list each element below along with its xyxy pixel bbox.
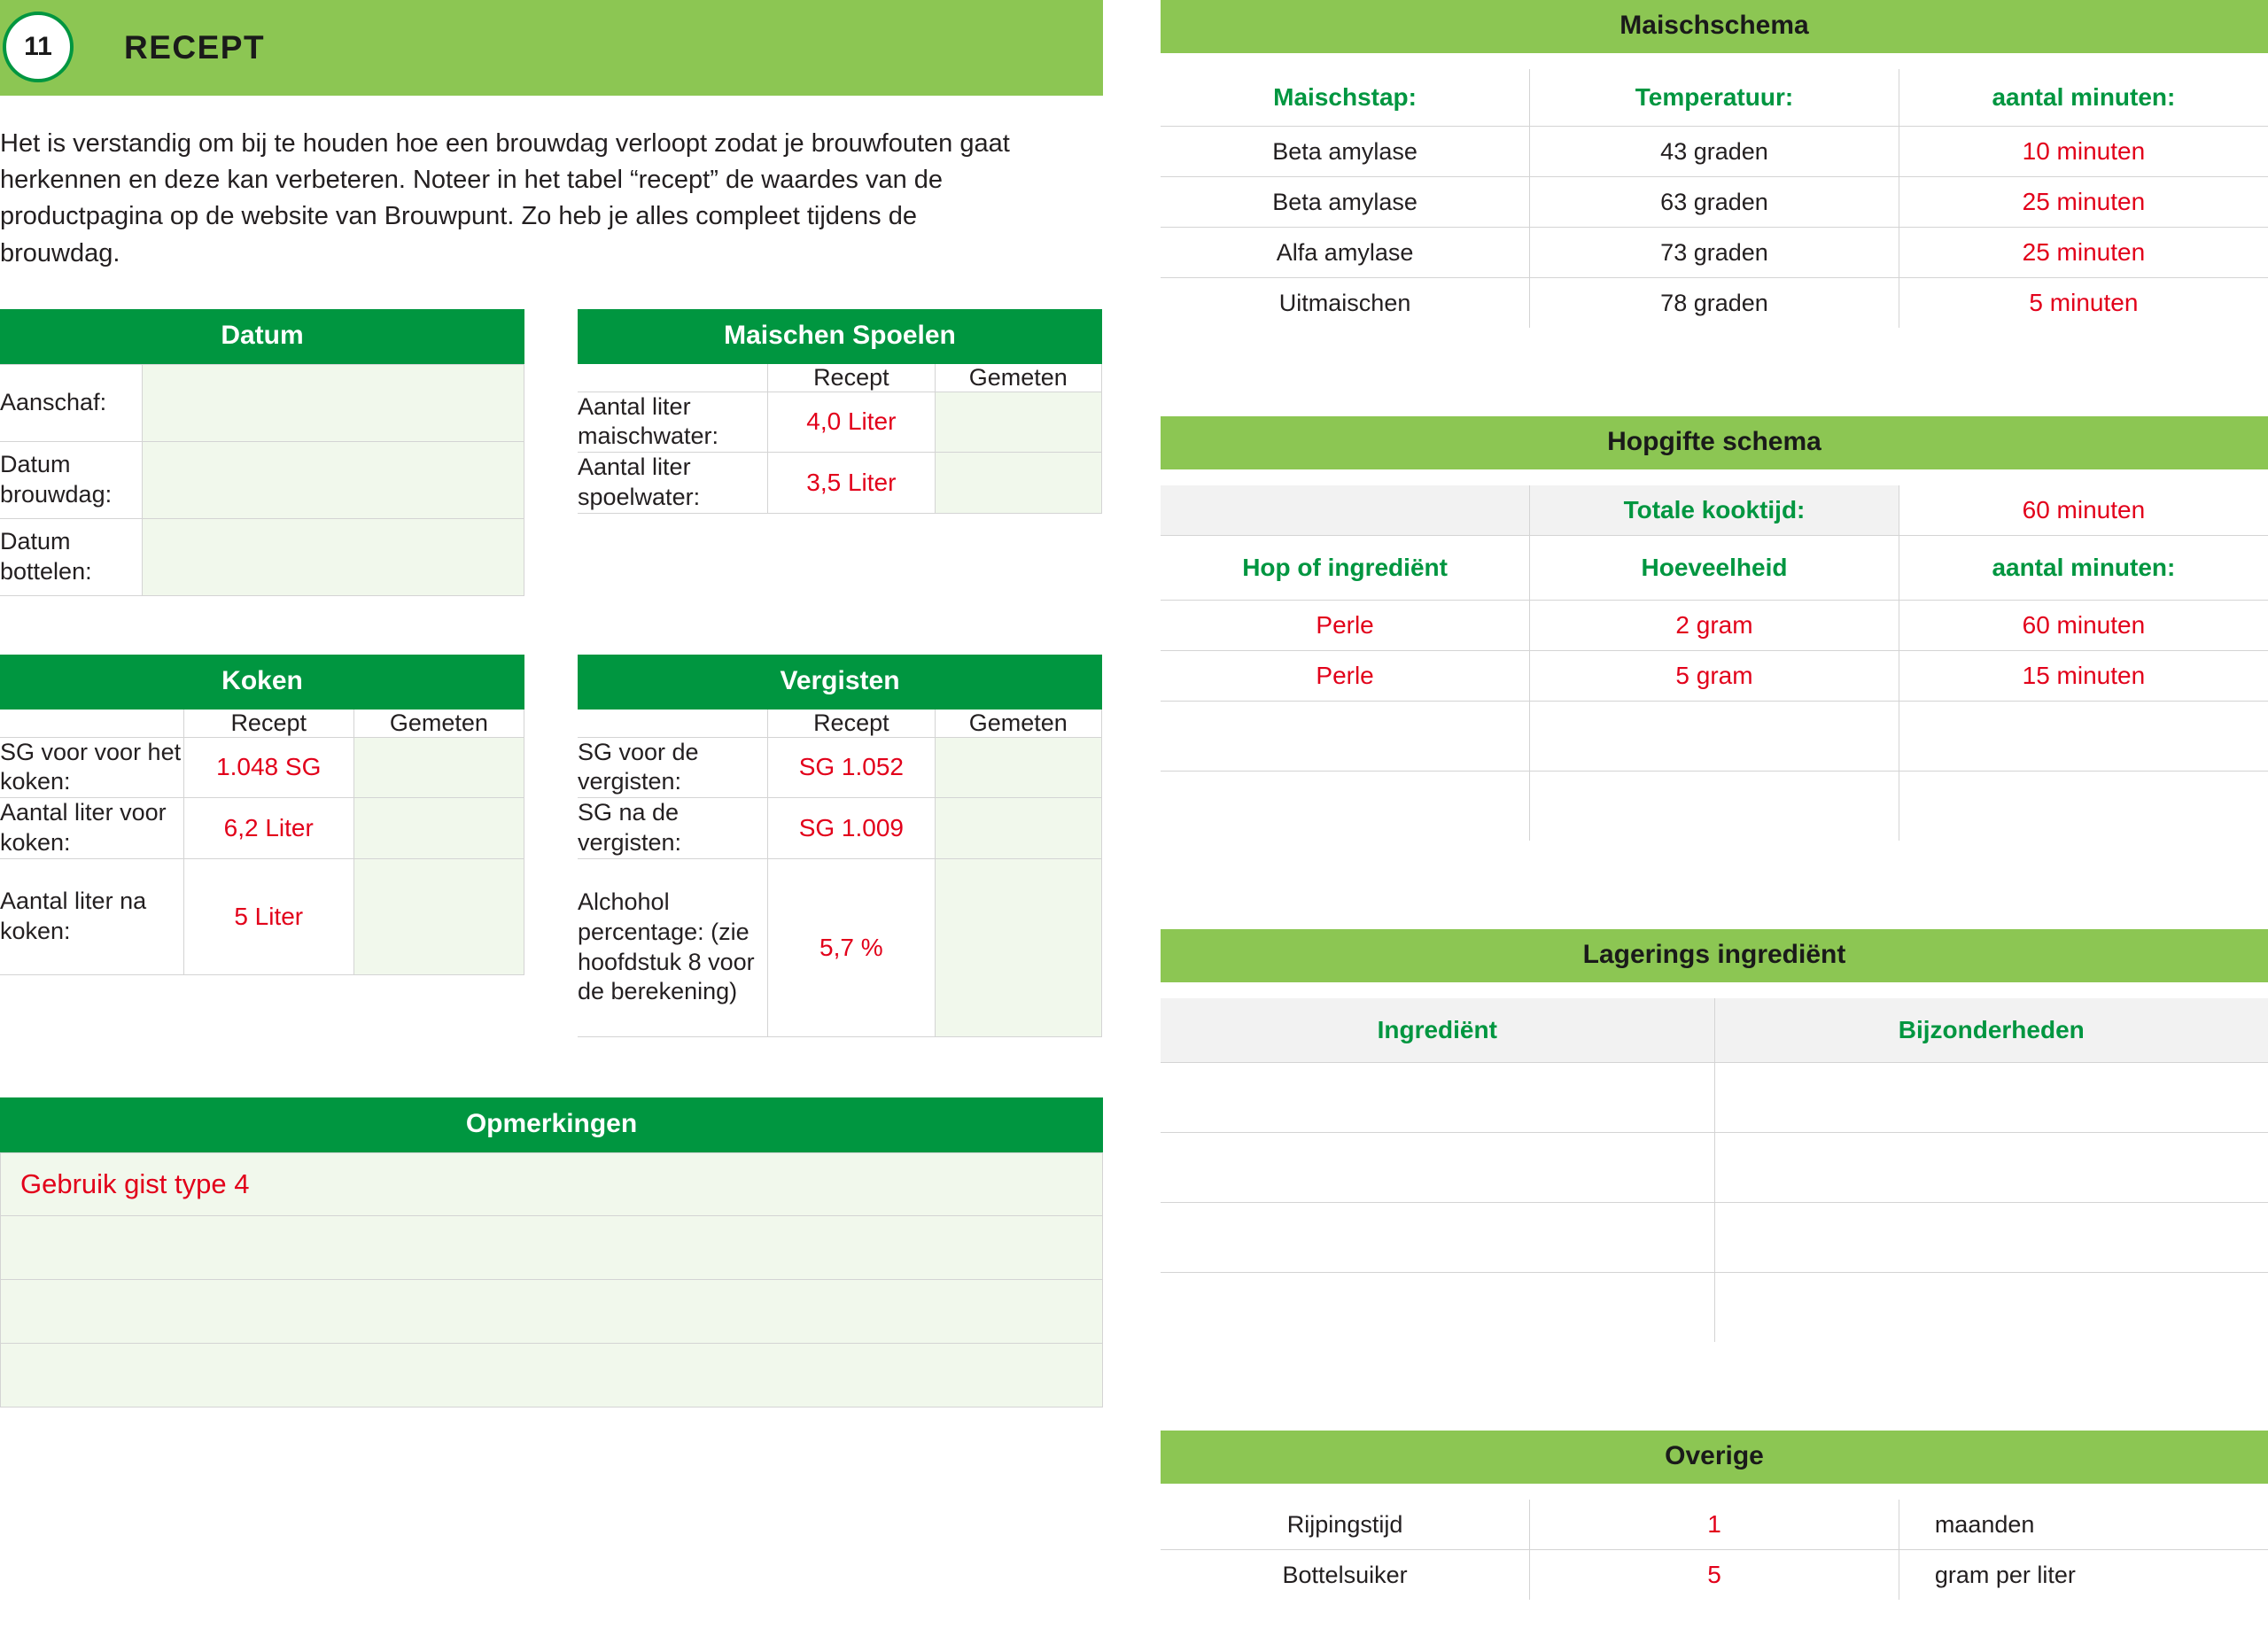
verg-gemeten-sg-na[interactable] bbox=[935, 798, 1101, 859]
overige-block bbox=[1161, 1431, 2268, 1600]
table-row bbox=[1161, 702, 2268, 772]
lag-bijzonderheden-3[interactable] bbox=[1714, 1203, 2268, 1273]
table-row bbox=[1161, 601, 2268, 651]
table-header-row bbox=[1161, 998, 2268, 1063]
table-row bbox=[1161, 1550, 2268, 1601]
table-row bbox=[1161, 1133, 2268, 1203]
intro-text: Het is verstandig om bij te houden hoe een brouwdag verloopt zodat je brouwfouten gaat herkennen en deze kan verbeteren. Noteer in het tabel “recept” de waardes van de productpagina op de website van Brouwpunt. Zo heb je alles compleet tijdens de brouwdag. bbox=[0, 129, 1010, 268]
hop-hoeveelheid-3[interactable] bbox=[1530, 702, 1899, 772]
table-row bbox=[1161, 1063, 2268, 1133]
table-row bbox=[1161, 278, 2268, 329]
hop-kooktijd-label: Totale kooktijd: bbox=[1530, 485, 1899, 536]
hop-ingredient-4[interactable] bbox=[1161, 772, 1530, 841]
koken-vergisten-row bbox=[0, 655, 1103, 1037]
hopgifte-table bbox=[1161, 485, 2268, 841]
page-title: RECEPT bbox=[124, 29, 266, 66]
koken-label-sg-voor: SG voor voor het koken: bbox=[0, 737, 183, 798]
table-row bbox=[578, 392, 1102, 453]
table-row bbox=[1161, 1500, 2268, 1550]
hop-minuten-4[interactable] bbox=[1899, 772, 2268, 841]
hop-col-hoeveelheid: Hoeveelheid bbox=[1530, 536, 1899, 601]
maischschema-table bbox=[1161, 69, 2268, 328]
koken-block bbox=[0, 655, 524, 1037]
koken-gemeten-sg-voor[interactable] bbox=[353, 737, 524, 798]
hop-hoeveelheid-4[interactable] bbox=[1530, 772, 1899, 841]
msp-recept-maischwater: 4,0 Liter bbox=[768, 392, 935, 453]
hop-col-ingredient: Hop of ingrediënt bbox=[1161, 536, 1530, 601]
datum-maischen-row bbox=[0, 309, 1103, 596]
datum-label-bottelen: Datum bottelen: bbox=[0, 518, 143, 595]
overige-label-rijpingstijd: Rijpingstijd bbox=[1161, 1500, 1530, 1550]
lag-ingredient-1[interactable] bbox=[1161, 1063, 1714, 1133]
msch-min-1: 10 minuten bbox=[1899, 127, 2268, 177]
table-row bbox=[0, 518, 524, 595]
table-row bbox=[1161, 1273, 2268, 1343]
overige-label-bottelsuiker: Bottelsuiker bbox=[1161, 1550, 1530, 1601]
koken-col-recept: Recept bbox=[183, 710, 353, 738]
verg-recept-alcohol: 5,7 % bbox=[768, 858, 935, 1036]
table-row bbox=[0, 441, 524, 518]
msp-col-gemeten: Gemeten bbox=[935, 364, 1101, 392]
verg-col-gemeten: Gemeten bbox=[935, 710, 1101, 738]
hopgifte-block bbox=[1161, 416, 2268, 841]
table-row bbox=[1161, 177, 2268, 228]
table-row bbox=[0, 364, 524, 441]
verg-label-alcohol: Alchohol percentage: (zie hoofdstuk 8 voor de berekening) bbox=[578, 858, 768, 1036]
koken-col-blank bbox=[0, 710, 183, 738]
verg-col-recept: Recept bbox=[768, 710, 935, 738]
table-row bbox=[1161, 228, 2268, 278]
verg-recept-sg-voor: SG 1.052 bbox=[768, 737, 935, 798]
overige-table bbox=[1161, 1500, 2268, 1600]
msp-recept-spoelwater: 3,5 Liter bbox=[768, 453, 935, 514]
maischen-spoelen-table bbox=[578, 364, 1102, 514]
vergisten-table bbox=[578, 710, 1102, 1037]
lagerings-title: Lagerings ingrediënt bbox=[1161, 929, 2268, 982]
table-row bbox=[578, 858, 1102, 1036]
table-row bbox=[0, 858, 524, 974]
maischschema-block bbox=[1161, 0, 2268, 328]
table-row bbox=[578, 453, 1102, 514]
msch-col-stap: Maischstap: bbox=[1161, 69, 1530, 127]
opmerkingen-title: Opmerkingen bbox=[0, 1097, 1103, 1152]
vergisten-block bbox=[578, 655, 1102, 1037]
left-column bbox=[0, 0, 1103, 1407]
maischen-spoelen-title: Maischen Spoelen bbox=[578, 309, 1102, 364]
hop-ingredient-1[interactable]: Perle bbox=[1161, 601, 1530, 651]
koken-col-gemeten: Gemeten bbox=[353, 710, 524, 738]
koken-label-liter-na: Aantal liter na koken: bbox=[0, 858, 183, 974]
koken-recept-liter-na: 5 Liter bbox=[183, 858, 353, 974]
verg-gemeten-sg-voor[interactable] bbox=[935, 737, 1101, 798]
msch-col-temp: Temperatuur: bbox=[1530, 69, 1899, 127]
msch-temp-4: 78 graden bbox=[1530, 278, 1899, 329]
table-row bbox=[1161, 127, 2268, 177]
table-row bbox=[0, 798, 524, 859]
maischschema-title: Maischschema bbox=[1161, 0, 2268, 53]
msp-label-maischwater: Aantal liter maischwater: bbox=[578, 392, 768, 453]
msch-min-2: 25 minuten bbox=[1899, 177, 2268, 228]
overige-unit-rijpingstijd: maanden bbox=[1899, 1500, 2268, 1550]
table-row bbox=[1161, 1203, 2268, 1273]
table-row bbox=[1161, 485, 2268, 536]
hop-minuten-2[interactable]: 15 minuten bbox=[1899, 651, 2268, 702]
table-header-row bbox=[578, 364, 1102, 392]
opmerkingen-line-3[interactable] bbox=[0, 1280, 1103, 1344]
hop-col-minuten: aantal minuten: bbox=[1899, 536, 2268, 601]
msp-gemeten-spoelwater[interactable] bbox=[935, 453, 1101, 514]
verg-label-sg-voor: SG voor de vergisten: bbox=[578, 737, 768, 798]
datum-input-brouwdag[interactable] bbox=[143, 441, 524, 518]
msch-col-min: aantal minuten: bbox=[1899, 69, 2268, 127]
lag-col-bijzonderheden: Bijzonderheden bbox=[1714, 998, 2268, 1063]
lag-bijzonderheden-1[interactable] bbox=[1714, 1063, 2268, 1133]
msch-stap-2: Beta amylase bbox=[1161, 177, 1530, 228]
vergisten-title: Vergisten bbox=[578, 655, 1102, 710]
koken-gemeten-liter-na[interactable] bbox=[353, 858, 524, 974]
msch-stap-3: Alfa amylase bbox=[1161, 228, 1530, 278]
table-header-row bbox=[0, 710, 524, 738]
table-header-row bbox=[578, 710, 1102, 738]
hop-kooktijd-value: 60 minuten bbox=[1899, 485, 2268, 536]
verg-label-sg-na: SG na de vergisten: bbox=[578, 798, 768, 859]
table-row bbox=[578, 737, 1102, 798]
maischen-spoelen-block bbox=[578, 309, 1102, 596]
opmerkingen-line-2[interactable] bbox=[0, 1216, 1103, 1280]
koken-title: Koken bbox=[0, 655, 524, 710]
datum-table bbox=[0, 364, 524, 596]
datum-title: Datum bbox=[0, 309, 524, 364]
lagerings-table bbox=[1161, 998, 2268, 1342]
hop-hoeveelheid-2[interactable]: 5 gram bbox=[1530, 651, 1899, 702]
lagerings-block bbox=[1161, 929, 2268, 1342]
overige-unit-bottelsuiker: gram per liter bbox=[1899, 1550, 2268, 1601]
table-header-row bbox=[1161, 69, 2268, 127]
datum-label-brouwdag: Datum brouwdag: bbox=[0, 441, 143, 518]
verg-recept-sg-na: SG 1.009 bbox=[768, 798, 935, 859]
hop-minuten-3[interactable] bbox=[1899, 702, 2268, 772]
datum-input-aanschaf[interactable] bbox=[143, 364, 524, 441]
msch-temp-2: 63 graden bbox=[1530, 177, 1899, 228]
msch-temp-1: 43 graden bbox=[1530, 127, 1899, 177]
msp-label-spoelwater: Aantal liter spoelwater: bbox=[578, 453, 768, 514]
koken-recept-liter-voor: 6,2 Liter bbox=[183, 798, 353, 859]
msp-col-blank bbox=[578, 364, 768, 392]
overige-title: Overige bbox=[1161, 1431, 2268, 1484]
hop-ingredient-2[interactable]: Perle bbox=[1161, 651, 1530, 702]
table-row bbox=[0, 737, 524, 798]
msp-col-recept: Recept bbox=[768, 364, 935, 392]
chapter-header bbox=[0, 0, 1103, 96]
msch-min-3: 25 minuten bbox=[1899, 228, 2268, 278]
msch-stap-4: Uitmaischen bbox=[1161, 278, 1530, 329]
table-row bbox=[1161, 651, 2268, 702]
lag-ingredient-4[interactable] bbox=[1161, 1273, 1714, 1343]
lag-ingredient-2[interactable] bbox=[1161, 1133, 1714, 1203]
verg-col-blank bbox=[578, 710, 768, 738]
hop-kooktijd-blank bbox=[1161, 485, 1530, 536]
msch-temp-3: 73 graden bbox=[1530, 228, 1899, 278]
lag-bijzonderheden-4[interactable] bbox=[1714, 1273, 2268, 1343]
lag-ingredient-3[interactable] bbox=[1161, 1203, 1714, 1273]
datum-block bbox=[0, 309, 524, 596]
datum-label-aanschaf: Aanschaf: bbox=[0, 364, 143, 441]
verg-gemeten-alcohol[interactable] bbox=[935, 858, 1101, 1036]
hop-ingredient-3[interactable] bbox=[1161, 702, 1530, 772]
koken-label-liter-voor: Aantal liter voor koken: bbox=[0, 798, 183, 859]
hop-minuten-1[interactable]: 60 minuten bbox=[1899, 601, 2268, 651]
table-row bbox=[578, 798, 1102, 859]
koken-recept-sg-voor: 1.048 SG bbox=[183, 737, 353, 798]
hop-hoeveelheid-1[interactable]: 2 gram bbox=[1530, 601, 1899, 651]
table-header-row bbox=[1161, 536, 2268, 601]
lag-bijzonderheden-2[interactable] bbox=[1714, 1133, 2268, 1203]
opmerkingen-line-1[interactable]: Gebruik gist type 4 bbox=[0, 1152, 1103, 1216]
table-row bbox=[1161, 772, 2268, 841]
opmerkingen-line-4[interactable] bbox=[0, 1344, 1103, 1407]
msch-min-4: 5 minuten bbox=[1899, 278, 2268, 329]
lag-col-ingredient: Ingrediënt bbox=[1161, 998, 1714, 1063]
overige-value-bottelsuiker[interactable]: 5 bbox=[1530, 1550, 1899, 1601]
hopgifte-title: Hopgifte schema bbox=[1161, 416, 2268, 469]
koken-gemeten-liter-voor[interactable] bbox=[353, 798, 524, 859]
chapter-number: 11 bbox=[3, 12, 74, 82]
msch-stap-1: Beta amylase bbox=[1161, 127, 1530, 177]
msp-gemeten-maischwater[interactable] bbox=[935, 392, 1101, 453]
datum-input-bottelen[interactable] bbox=[143, 518, 524, 595]
right-column bbox=[1161, 0, 2268, 1600]
opmerkingen-block bbox=[0, 1097, 1103, 1407]
koken-table bbox=[0, 710, 524, 975]
overige-value-rijpingstijd[interactable]: 1 bbox=[1530, 1500, 1899, 1550]
